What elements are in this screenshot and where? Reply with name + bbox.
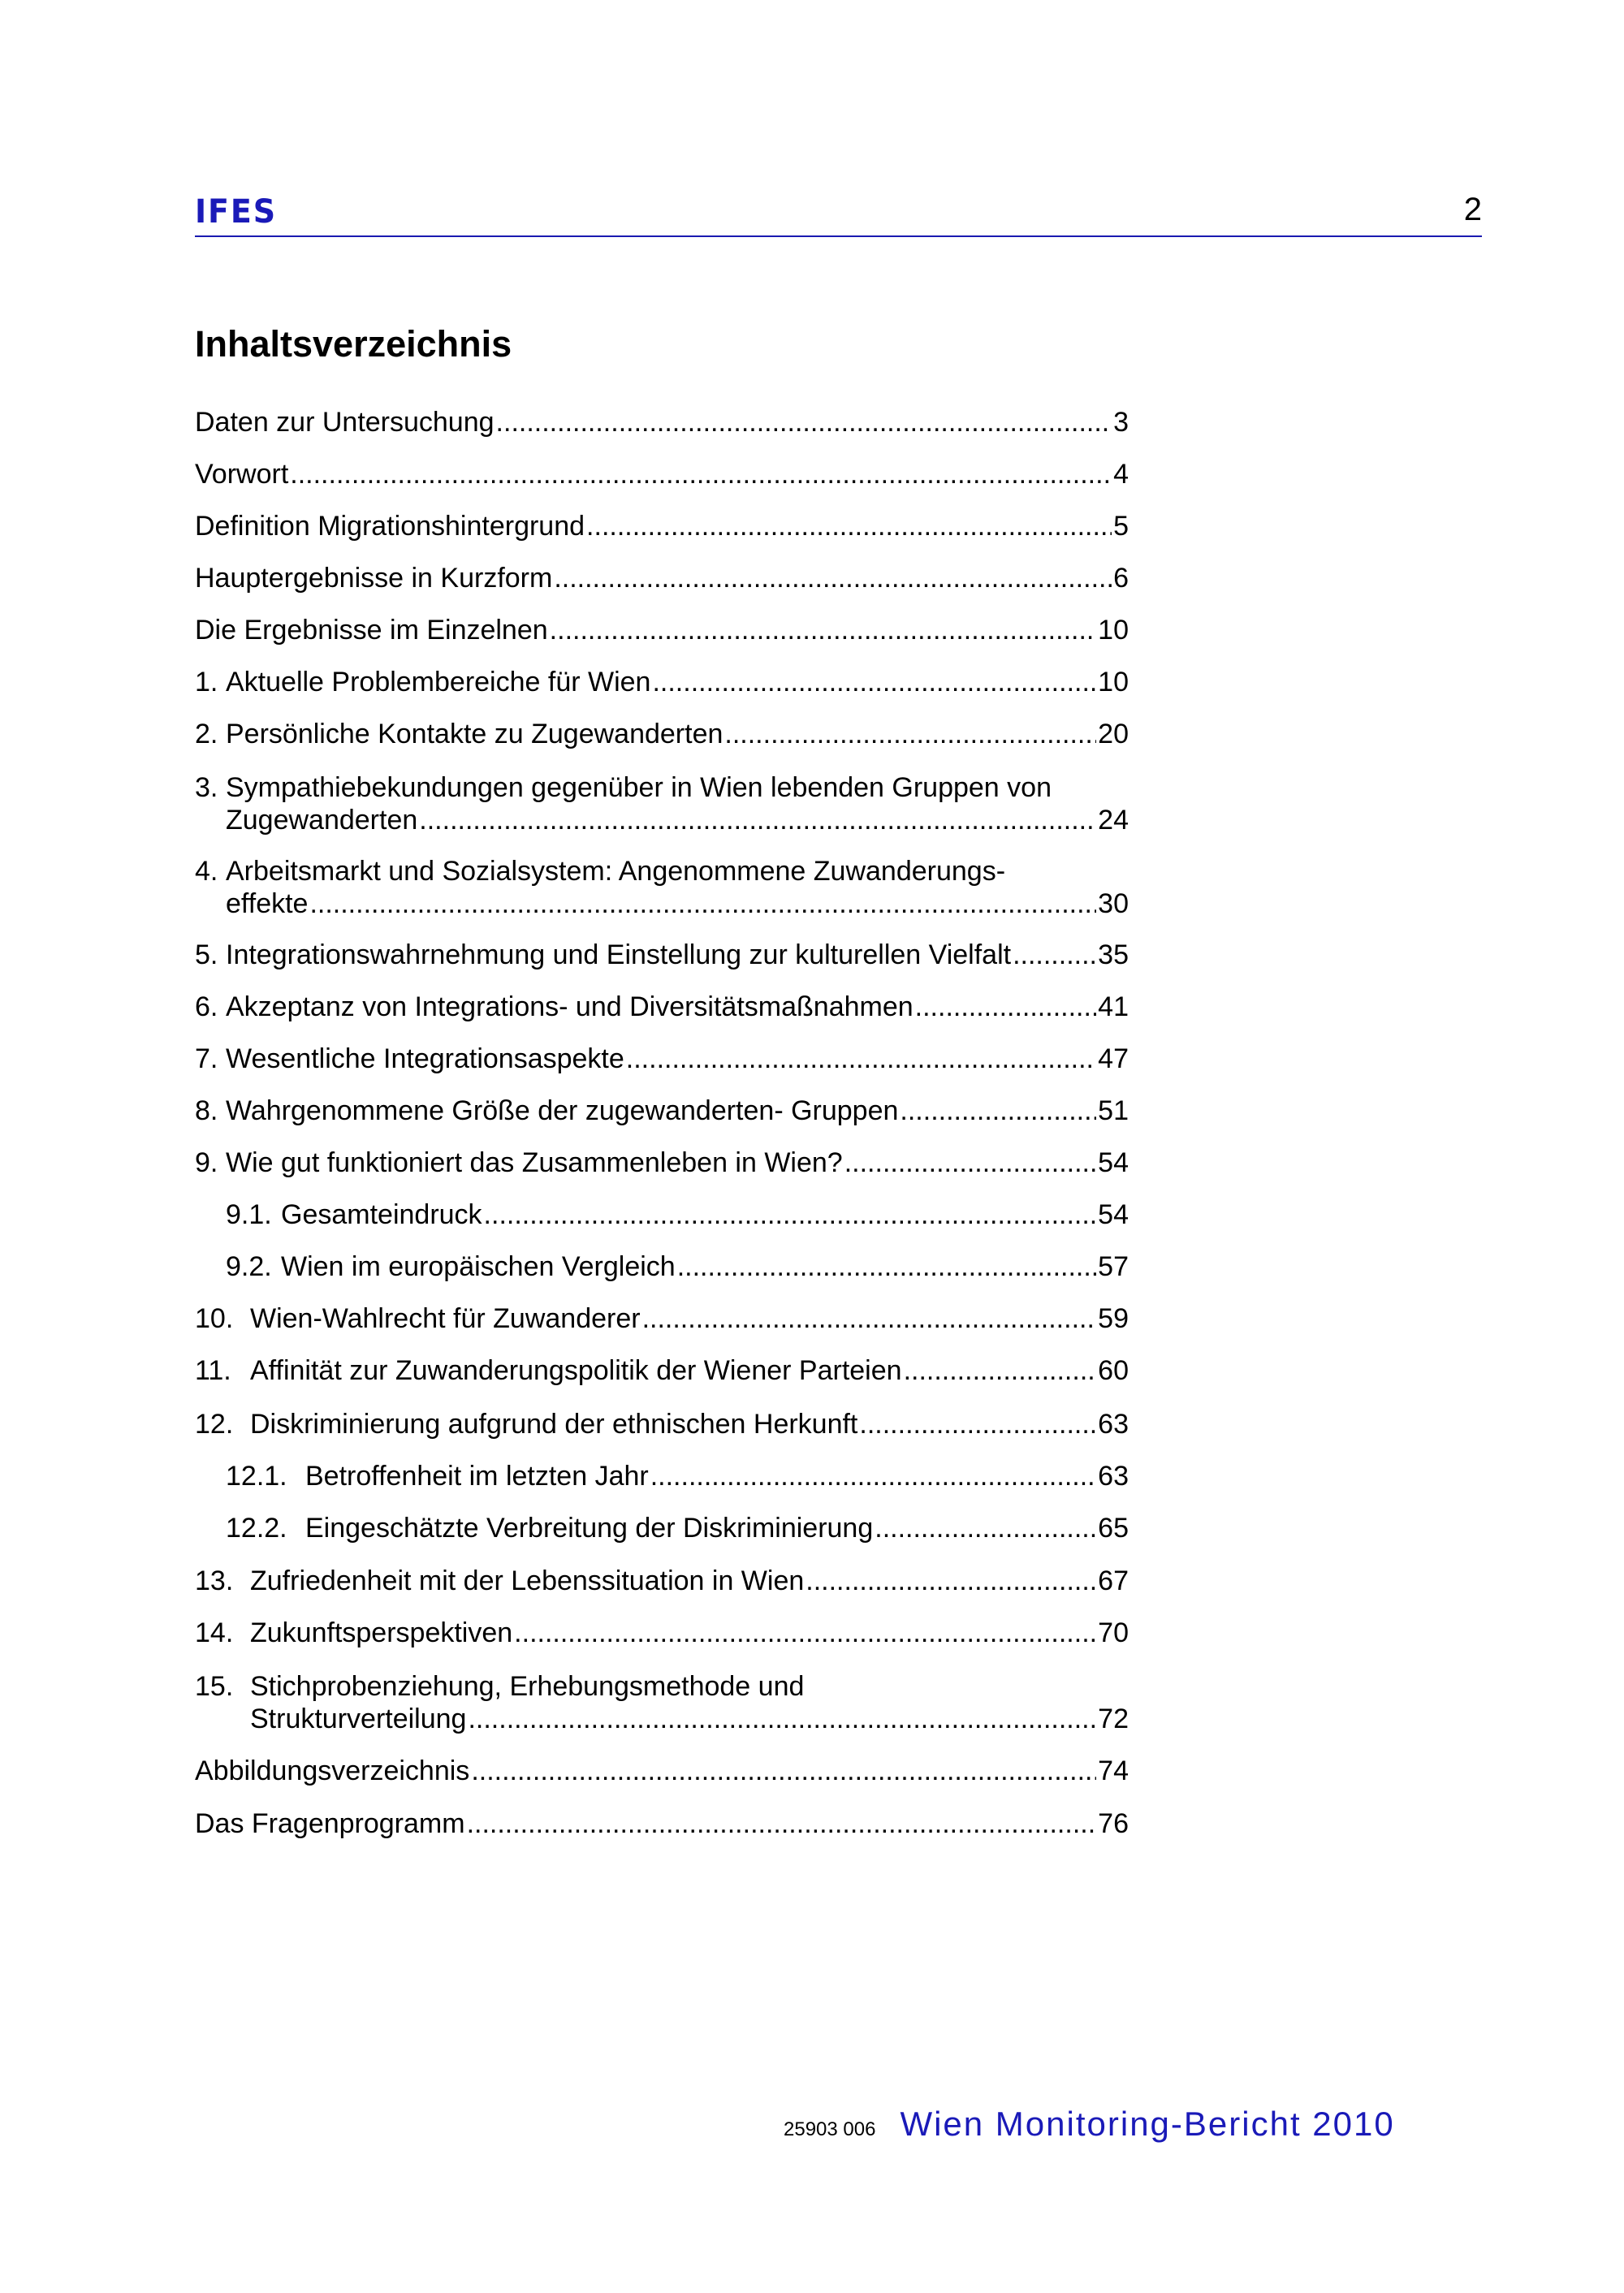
toc-entry-text: Diskriminierung aufgrund der ethnischen Herkunft (250, 1409, 858, 1440)
toc-entry-page: 30 (1098, 888, 1129, 919)
report-title: Wien Monitoring-Bericht 2010 (900, 2105, 1395, 2143)
toc-entry-page: 54 (1098, 1147, 1129, 1178)
toc-entry-page: 3 (1113, 407, 1129, 438)
toc-entry-page: 67 (1098, 1565, 1129, 1596)
toc-entry-text: Definition Migrationshintergrund (195, 511, 585, 542)
toc-leader-dots (677, 1250, 1096, 1283)
toc-entry-text: Eingeschätzte Verbreitung der Diskriminierung (305, 1513, 874, 1544)
toc-entry-text: Wien-Wahlrecht für Zuwanderer (250, 1303, 641, 1334)
toc-entry-fragenprogramm[interactable] (195, 1807, 1129, 1840)
toc-leader-dots (904, 1354, 1097, 1387)
toc-entry-number: 15. (195, 1671, 234, 1702)
toc-entry-page: 24 (1098, 805, 1129, 836)
toc-entry-number: 1. (195, 667, 218, 697)
toc-entry-text: Zukunftsperspektiven (250, 1617, 513, 1648)
toc-entry-number: 7. (195, 1043, 218, 1074)
toc-leader-dots (471, 1755, 1096, 1787)
toc-leader-dots (1013, 939, 1096, 971)
toc-leader-dots (652, 666, 1096, 698)
toc-entry-text: Daten zur Untersuchung (195, 407, 495, 438)
toc-entry-9-1[interactable] (195, 1198, 1129, 1231)
toc-entry-page: 60 (1098, 1355, 1129, 1386)
toc-entry-text: Integrationswahrnehmung und Einstellung zur kulturellen Vielfalt (226, 939, 1012, 970)
toc-entry-page: 20 (1098, 719, 1129, 749)
toc-entry-number: 4. (195, 856, 218, 887)
toc-entry-daten[interactable] (195, 406, 1129, 438)
toc-entry-12[interactable] (195, 1408, 1129, 1440)
toc-entry-text: Akzeptanz von Integrations- und Diversitätsmaßnahmen (226, 991, 914, 1022)
toc-entry-text: Zufriedenheit mit der Lebenssituation in Wien (250, 1565, 805, 1596)
ifes-logo: IFES (195, 193, 278, 231)
toc-entry-text: Hauptergebnisse in Kurzform (195, 563, 553, 594)
toc-entry-definition[interactable] (195, 510, 1129, 542)
toc-entry-page: 5 (1113, 511, 1129, 542)
toc-entry-4[interactable] (195, 855, 1129, 920)
toc-entry-text-line1: Stichprobenziehung, Erhebungsmethode und (250, 1671, 805, 1702)
toc-entry-number: 2. (195, 719, 218, 749)
toc-leader-dots (806, 1565, 1096, 1597)
toc-entry-text: effekte (226, 888, 309, 919)
toc-leader-dots (724, 718, 1096, 750)
toc-entry-text: Wie gut funktioniert das Zusammenleben in Wien? (226, 1147, 843, 1178)
toc-entry-number: 8. (195, 1095, 218, 1126)
toc-entry-page: 47 (1098, 1043, 1129, 1074)
toc-leader-dots (514, 1617, 1096, 1649)
toc-entry-number: 12.2. (226, 1513, 287, 1544)
toc-leader-dots (642, 1302, 1097, 1335)
toc-entry-page: 10 (1098, 667, 1129, 697)
toc-title: Inhaltsverzeichnis (195, 323, 512, 365)
toc-entry-page: 76 (1098, 1808, 1129, 1839)
toc-entry-number: 9.2. (226, 1251, 272, 1282)
toc-entry-8[interactable] (195, 1095, 1129, 1127)
toc-entry-number: 5. (195, 939, 218, 970)
toc-entry-abbildungen[interactable] (195, 1755, 1129, 1787)
page-header (195, 192, 1482, 237)
toc-leader-dots (650, 1460, 1096, 1492)
toc-entry-5[interactable] (195, 939, 1129, 971)
toc-entry-15[interactable] (195, 1670, 1129, 1735)
toc-entry-ergebnisse[interactable] (195, 614, 1129, 646)
toc-leader-dots (467, 1807, 1097, 1840)
toc-entry-text: Wesentliche Integrationsaspekte (226, 1043, 624, 1074)
toc-entry-text: Zugewanderten (226, 805, 418, 836)
toc-entry-page: 41 (1098, 991, 1129, 1022)
toc-entry-14[interactable] (195, 1617, 1129, 1649)
toc-entry-text: Affinität zur Zuwanderungspolitik der Wiener Parteien (250, 1355, 902, 1386)
toc-leader-dots (875, 1512, 1096, 1544)
page-footer (784, 2105, 1395, 2144)
toc-leader-dots (915, 991, 1097, 1023)
toc-leader-dots (496, 406, 1112, 438)
toc-entry-text-line1: Sympathiebekundungen gegenüber in Wien lebenden Gruppen von (226, 772, 1052, 803)
toc-entry-page: 72 (1098, 1704, 1129, 1734)
toc-entry-text: Vorwort (195, 459, 289, 490)
toc-entry-page: 51 (1098, 1095, 1129, 1126)
page-number: 2 (1463, 192, 1482, 227)
toc-entry-page: 63 (1098, 1461, 1129, 1492)
toc-entry-2[interactable] (195, 718, 1129, 750)
toc-entry-6[interactable] (195, 991, 1129, 1023)
toc-entry-number: 12.1. (226, 1461, 287, 1492)
toc-entry-text: Das Fragenprogramm (195, 1808, 465, 1839)
toc-entry-page: 70 (1098, 1617, 1129, 1648)
toc-entry-text: Gesamteindruck (281, 1199, 482, 1230)
toc-leader-dots (419, 804, 1096, 836)
toc-entry-text: Abbildungsverzeichnis (195, 1755, 470, 1786)
toc-entry-1[interactable] (195, 666, 1129, 698)
toc-entry-page: 74 (1098, 1755, 1129, 1786)
toc-leader-dots (290, 458, 1112, 490)
toc-leader-dots (550, 614, 1097, 646)
toc-entry-number: 13. (195, 1565, 234, 1596)
toc-leader-dots (484, 1198, 1097, 1231)
toc-entry-page: 65 (1098, 1513, 1129, 1544)
toc-entry-number: 10. (195, 1303, 234, 1334)
toc-entry-text: Persönliche Kontakte zu Zugewanderten (226, 719, 723, 749)
toc-entry-10[interactable] (195, 1302, 1129, 1335)
toc-leader-dots (626, 1043, 1096, 1075)
toc-entry-text: Strukturverteilung (250, 1704, 467, 1734)
toc-entry-12-1[interactable] (195, 1460, 1129, 1492)
toc-entry-number: 6. (195, 991, 218, 1022)
toc-entry-hauptergebnisse[interactable] (195, 562, 1129, 594)
toc-entry-page: 63 (1098, 1409, 1129, 1440)
toc-entry-page: 54 (1098, 1199, 1129, 1230)
toc-entry-number: 12. (195, 1409, 234, 1440)
toc-entry-text-line1: Arbeitsmarkt und Sozialsystem: Angenommene Zuwanderungs- (226, 856, 1006, 887)
toc-entry-page: 35 (1098, 939, 1129, 970)
toc-entry-12-2[interactable] (195, 1512, 1129, 1544)
toc-entry-page: 4 (1113, 459, 1129, 490)
toc-entry-page: 6 (1113, 563, 1129, 594)
toc-entry-9-2[interactable] (195, 1250, 1129, 1283)
toc-entry-vorwort[interactable] (195, 458, 1129, 490)
toc-entry-page: 57 (1098, 1251, 1129, 1282)
job-number: 25903 006 (784, 2118, 876, 2140)
toc-leader-dots (554, 562, 1112, 594)
toc-entry-number: 9. (195, 1147, 218, 1178)
toc-entry-page: 10 (1098, 615, 1129, 646)
toc-entry-text: Betroffenheit im letzten Jahr (305, 1461, 649, 1492)
toc-entry-text: Die Ergebnisse im Einzelnen (195, 615, 548, 646)
toc-leader-dots (586, 510, 1112, 542)
toc-entry-13[interactable] (195, 1565, 1129, 1597)
toc-entry-number: 3. (195, 772, 218, 803)
toc-leader-dots (900, 1095, 1096, 1127)
toc-entry-number: 9.1. (226, 1199, 272, 1230)
toc-leader-dots (844, 1146, 1096, 1179)
toc-entry-number: 14. (195, 1617, 234, 1648)
toc-entry-page: 59 (1098, 1303, 1129, 1334)
toc-entry-text: Aktuelle Problembereiche für Wien (226, 667, 651, 697)
toc-leader-dots (468, 1703, 1096, 1735)
toc-entry-9[interactable] (195, 1146, 1129, 1179)
toc-entry-text: Wahrgenommene Größe der zugewanderten- Gruppen (226, 1095, 899, 1126)
toc-leader-dots (309, 887, 1096, 920)
toc-entry-11[interactable] (195, 1354, 1129, 1387)
toc-entry-number: 11. (195, 1355, 231, 1386)
toc-entry-7[interactable] (195, 1043, 1129, 1075)
toc-entry-3[interactable] (195, 771, 1129, 836)
toc-entry-text: Wien im europäischen Vergleich (281, 1251, 676, 1282)
toc-leader-dots (859, 1408, 1096, 1440)
